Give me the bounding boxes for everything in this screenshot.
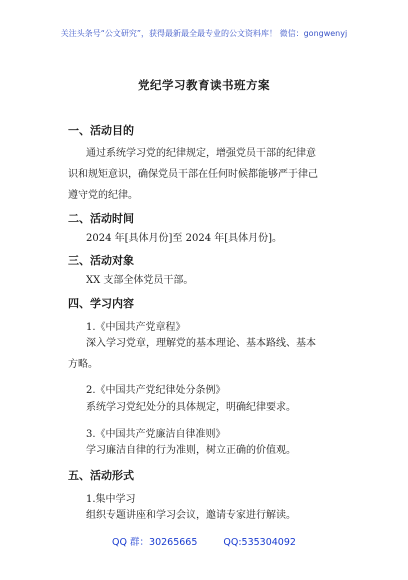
content-item-3-text: 学习廉洁自律的行为准则，树立正确的价值观。 [86,445,296,456]
content-item-1-line1: 深入学习党章，理解党的基本理论、基本路线、基本 [86,338,316,349]
paragraph-audience: XX 支部全体党员干部。 [86,275,194,286]
section-heading-time: 二、活动时间 [68,212,134,225]
format-item-1-title: 1.集中学习 [86,494,136,505]
section-heading-content: 四、学习内容 [68,297,134,310]
section-heading-format: 五、活动形式 [68,469,134,482]
content-item-1-line2: 方略。 [68,359,98,370]
section-heading-audience: 三、活动对象 [68,254,134,267]
paragraph-purpose-line1: 通过系统学习党的纪律规定，增强党员干部的纪律意 [86,148,316,159]
qq-contact-number: QQ:535304092 [223,537,296,548]
promo-header: 关注头条号“公文研究”，获得最新最全最专业的公文资料库！ 微信：gongwenyj [60,29,348,38]
content-item-2-title: 2.《中国共产党纪律处分条例》 [86,385,226,396]
format-item-1-text: 组织专题讲座和学习会议，邀请专家进行解读。 [86,510,296,521]
content-item-3-title: 3.《中国共产党廉洁自律准则》 [86,429,226,440]
document-title: 党纪学习教育读书班方案 [138,78,270,92]
contact-footer [0,534,408,548]
section-heading-purpose: 一、活动目的 [68,124,134,137]
qq-group-number: QQ 群：30265665 [112,537,198,548]
paragraph-time: 2024 年[具体月份]至 2024 年[具体月份]。 [86,233,283,244]
content-item-2-text: 系统学习党纪处分的具体规定，明确纪律要求。 [86,402,296,413]
paragraph-purpose-line2: 识和规矩意识，确保党员干部在任何时候都能够严于律己 [68,169,318,180]
content-item-1-title: 1.《中国共产党章程》 [86,322,186,333]
paragraph-purpose-line3: 遵守党的纪律。 [68,190,138,201]
